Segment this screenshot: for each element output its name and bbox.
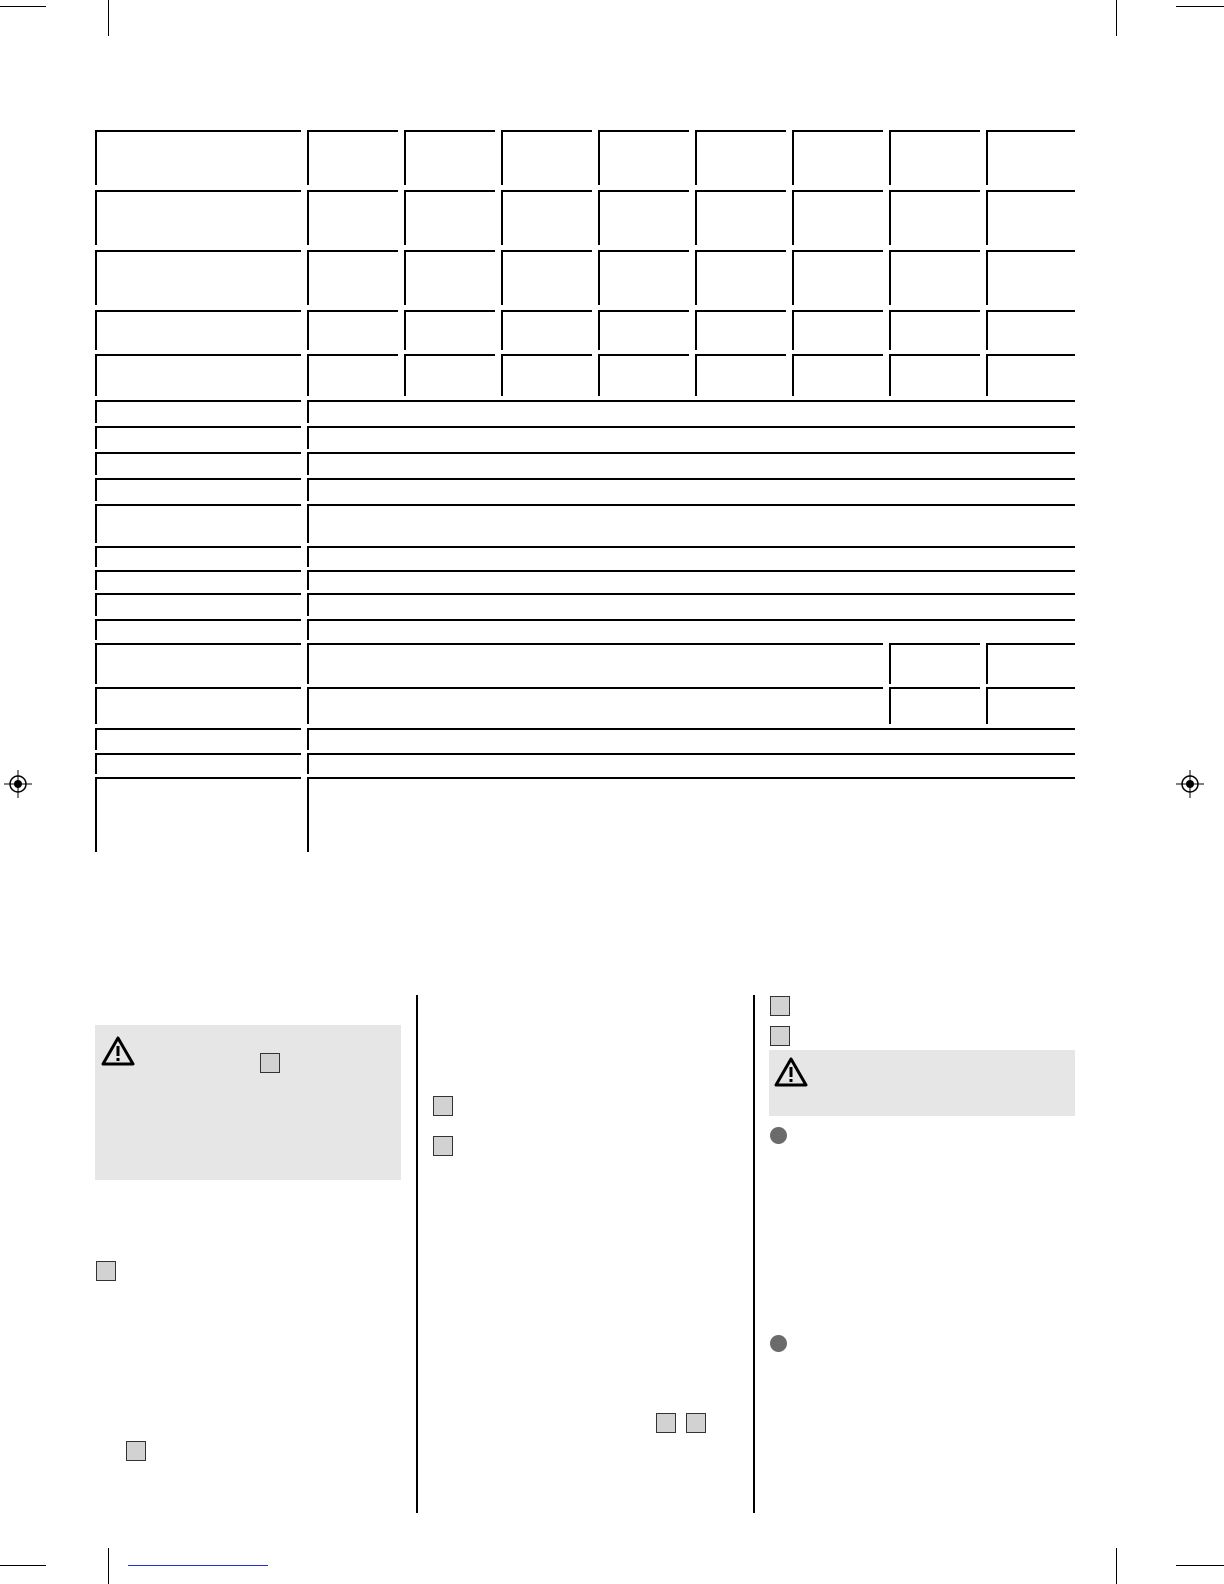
step-marker [433, 1096, 453, 1116]
table-rule [95, 310, 301, 312]
table-rule [889, 250, 980, 252]
table-rule [307, 400, 309, 423]
warning-box [95, 1025, 401, 1180]
table-rule [986, 130, 1075, 132]
bullet-dot [770, 1127, 787, 1144]
table-rule [95, 570, 97, 590]
table-rule [95, 728, 301, 730]
table-rule [307, 687, 883, 689]
crop-mark [1116, 1548, 1117, 1584]
table-rule [889, 643, 891, 684]
table-rule [95, 504, 97, 543]
table-rule [307, 728, 1075, 730]
table-rule [598, 190, 600, 245]
table-rule [95, 130, 301, 132]
warning-triangle-icon [100, 1035, 136, 1067]
table-rule [404, 310, 406, 350]
table-rule [307, 753, 309, 774]
table-rule [889, 130, 891, 185]
table-rule [307, 546, 309, 567]
table-rule [986, 643, 1075, 645]
table-rule [307, 570, 1075, 572]
table-rule [307, 452, 1075, 454]
table-rule [695, 190, 697, 245]
table-rule [501, 130, 592, 132]
step-marker [770, 996, 790, 1016]
table-rule [95, 619, 97, 640]
table-rule [986, 687, 1075, 689]
table-rule [501, 250, 592, 252]
table-rule [95, 593, 301, 595]
table-rule [792, 130, 883, 132]
table-rule [95, 426, 97, 449]
table-rule [695, 190, 786, 192]
crop-mark [108, 1548, 109, 1584]
table-rule [95, 619, 301, 621]
table-rule [404, 130, 406, 185]
table-rule [598, 130, 689, 132]
table-rule [95, 478, 97, 501]
table-rule [695, 130, 786, 132]
step-marker [126, 1441, 146, 1461]
table-rule [889, 687, 980, 689]
bullet-dot [770, 1335, 787, 1352]
table-rule [307, 777, 309, 852]
table-rule [404, 354, 406, 396]
table-rule [986, 354, 988, 396]
table-rule [95, 452, 97, 475]
table-rule [95, 643, 97, 684]
table-rule [501, 130, 503, 185]
table-rule [986, 310, 1075, 312]
table-rule [95, 400, 97, 423]
table-rule [95, 728, 97, 750]
table-rule [792, 250, 794, 305]
table-rule [95, 354, 97, 396]
table-rule [95, 687, 301, 689]
table-rule [501, 190, 592, 192]
table-rule [501, 354, 592, 356]
crop-mark [1176, 1565, 1224, 1566]
table-rule [889, 643, 980, 645]
table-rule [889, 310, 891, 350]
table-rule [95, 250, 97, 305]
table-rule [307, 570, 309, 590]
table-rule [598, 354, 689, 356]
table-rule [95, 250, 301, 252]
table-rule [501, 250, 503, 305]
table-rule [307, 753, 1075, 755]
table-rule [307, 546, 1075, 548]
table-rule [889, 687, 891, 724]
table-rule [501, 310, 503, 350]
table-rule [307, 310, 398, 312]
table-rule [307, 478, 309, 501]
table-rule [307, 400, 1075, 402]
table-rule [889, 310, 980, 312]
table-rule [95, 400, 301, 402]
table-rule [307, 250, 398, 252]
table-rule [95, 130, 97, 185]
table-rule [95, 546, 301, 548]
table-rule [307, 354, 309, 396]
table-rule [986, 687, 988, 724]
table-rule [307, 452, 309, 475]
table-rule [792, 354, 794, 396]
table-rule [792, 130, 794, 185]
table-rule [307, 426, 309, 449]
table-rule [501, 354, 503, 396]
table-rule [404, 250, 495, 252]
crop-mark [0, 1565, 46, 1566]
table-rule [95, 593, 97, 616]
table-rule [307, 687, 309, 724]
table-rule [95, 687, 97, 724]
table-rule [307, 130, 309, 185]
table-rule [986, 643, 988, 684]
table-rule [307, 728, 309, 750]
table-rule [307, 643, 883, 645]
table-rule [95, 190, 97, 245]
table-rule [95, 478, 301, 480]
table-rule [95, 777, 97, 852]
table-rule [501, 310, 592, 312]
table-rule [404, 130, 495, 132]
column-divider [416, 995, 418, 1513]
link-underline[interactable] [128, 1565, 268, 1566]
table-rule [598, 250, 689, 252]
table-rule [889, 354, 980, 356]
table-rule [95, 452, 301, 454]
table-rule [986, 190, 988, 245]
table-rule [307, 190, 398, 192]
table-rule [307, 130, 398, 132]
table-rule [986, 190, 1075, 192]
table-rule [307, 426, 1075, 428]
table-rule [307, 310, 309, 350]
table-rule [307, 478, 1075, 480]
table-rule [95, 570, 301, 572]
table-rule [95, 643, 301, 645]
step-marker [96, 1261, 116, 1281]
table-rule [307, 619, 1075, 621]
warning-triangle-icon [773, 1056, 809, 1088]
table-rule [889, 190, 980, 192]
table-rule [598, 250, 600, 305]
table-rule [986, 250, 1075, 252]
table-rule [695, 310, 697, 350]
table-rule [986, 310, 988, 350]
table-rule [95, 426, 301, 428]
table-rule [889, 130, 980, 132]
table-rule [95, 546, 97, 567]
table-rule [307, 643, 309, 684]
table-rule [986, 354, 1075, 356]
table-rule [95, 354, 301, 356]
table-rule [307, 504, 1075, 506]
table-rule [307, 593, 309, 616]
table-rule [792, 190, 794, 245]
table-rule [792, 310, 883, 312]
table-rule [307, 619, 309, 640]
table-rule [792, 354, 883, 356]
table-rule [95, 190, 301, 192]
table-rule [307, 250, 309, 305]
step-marker [656, 1413, 676, 1433]
table-rule [404, 250, 406, 305]
column-divider [753, 995, 755, 1513]
table-rule [598, 130, 600, 185]
table-rule [307, 777, 1075, 779]
table-rule [307, 504, 309, 543]
table-rule [792, 310, 794, 350]
table-rule [986, 250, 988, 305]
table-rule [307, 354, 398, 356]
table-rule [889, 354, 891, 396]
table-rule [404, 190, 495, 192]
table-rule [598, 354, 600, 396]
table-rule [307, 190, 309, 245]
table-rule [889, 250, 891, 305]
table-rule [598, 310, 689, 312]
table-rule [501, 190, 503, 245]
table-rule [598, 190, 689, 192]
table-rule [95, 753, 97, 774]
table-rule [404, 354, 495, 356]
table-rule [986, 130, 988, 185]
table-rule [95, 753, 301, 755]
step-marker [686, 1413, 706, 1433]
table-rule [695, 130, 697, 185]
step-marker [260, 1053, 280, 1073]
step-marker [770, 1026, 790, 1046]
table-rule [695, 250, 697, 305]
warning-box [769, 1050, 1075, 1116]
table-rule [695, 354, 697, 396]
table-rule [95, 777, 301, 779]
table-rule [695, 250, 786, 252]
table-rule [95, 310, 97, 350]
table-rule [695, 310, 786, 312]
table-rule [695, 354, 786, 356]
table-rule [792, 250, 883, 252]
table-rule [404, 190, 406, 245]
table-rule [792, 190, 883, 192]
table-rule [598, 310, 600, 350]
table-rule [889, 190, 891, 245]
table-rule [95, 504, 301, 506]
table-rule [307, 593, 1075, 595]
step-marker [433, 1136, 453, 1156]
table-rule [404, 310, 495, 312]
